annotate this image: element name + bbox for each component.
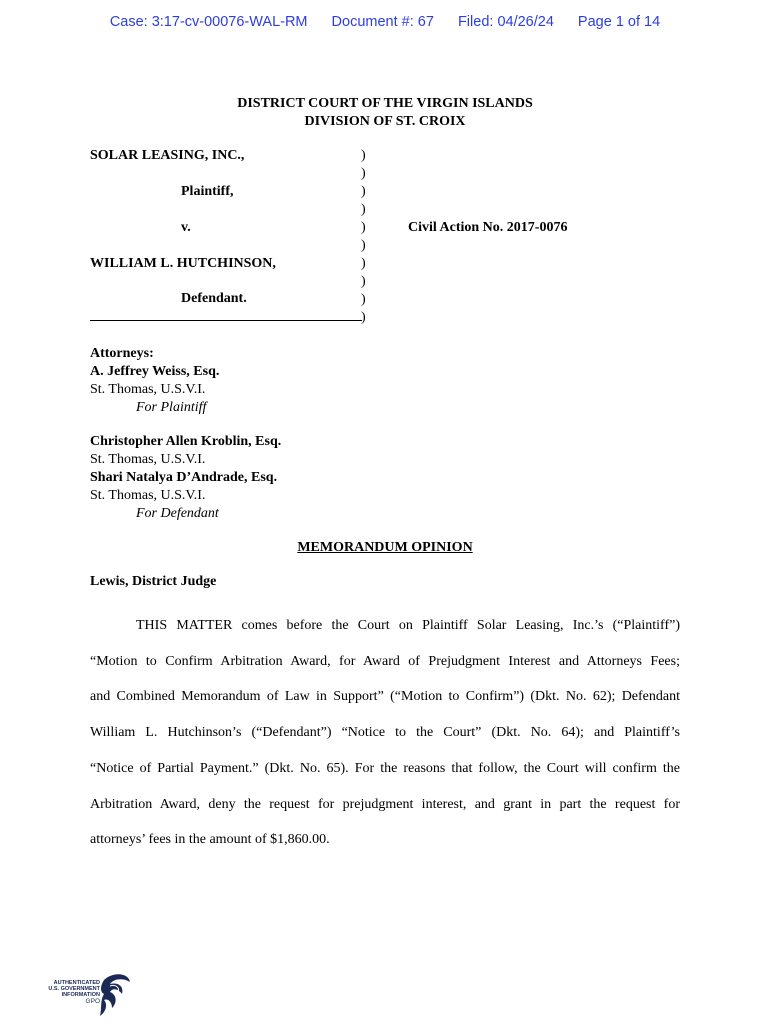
court-division: DIVISION OF ST. CROIX xyxy=(304,114,466,129)
caption-rule xyxy=(90,320,362,321)
page-indicator: Page 1 of 14 xyxy=(577,14,661,30)
paragraph-line: “Motion to Confirm Arbitration Award, for Award of Prejudgment Interest and Attorneys Fees; xyxy=(90,653,680,669)
paren: ) xyxy=(361,184,366,199)
memorandum-title: MEMORANDUM OPINION xyxy=(297,540,473,555)
paren: ) xyxy=(361,310,366,325)
ecf-header xyxy=(0,14,770,30)
defendant-counsel-2-location: St. Thomas, U.S.V.I. xyxy=(90,488,206,503)
seal-line-1: AUTHENTICATED xyxy=(53,980,100,986)
defendant-role: Defendant. xyxy=(181,291,247,306)
seal-line-2: U.S. GOVERNMENT xyxy=(48,986,100,992)
versus: v. xyxy=(181,220,191,235)
paren: ) xyxy=(361,292,366,307)
attorneys-defendant xyxy=(90,433,281,523)
defendant-for: For Defendant xyxy=(136,506,219,521)
caption-parentheses xyxy=(361,147,371,327)
filed-date: Filed: 04/26/24 xyxy=(457,14,554,30)
paren: ) xyxy=(361,256,366,271)
attorneys-plaintiff xyxy=(90,345,219,417)
eagle-icon xyxy=(98,972,132,1018)
plaintiff-for: For Plaintiff xyxy=(136,400,207,415)
plaintiff-role: Plaintiff, xyxy=(181,184,234,199)
case-number: Case: 3:17-cv-00076-WAL-RM xyxy=(109,14,308,30)
judge-name: Lewis, District Judge xyxy=(90,574,217,589)
paren: ) xyxy=(361,202,366,217)
paragraph-line: and Combined Memorandum of Law in Support” (“Motion to Confirm”) (Dkt. No. 62); Defendant xyxy=(90,689,680,705)
paragraph-line: “Notice of Partial Payment.” (Dkt. No. 65). For the reasons that follow, the Court will confirm the xyxy=(90,760,680,776)
plaintiff-name: SOLAR LEASING, INC., xyxy=(90,148,245,163)
plaintiff-counsel: A. Jeffrey Weiss, Esq. xyxy=(90,364,220,379)
court-name: DISTRICT COURT OF THE VIRGIN ISLANDS xyxy=(237,96,533,111)
attorneys-heading: Attorneys: xyxy=(90,346,154,361)
seal-line-3: INFORMATION xyxy=(61,992,100,998)
plaintiff-counsel-location: St. Thomas, U.S.V.I. xyxy=(90,382,206,397)
paren: ) xyxy=(361,166,366,181)
paragraph-line: William L. Hutchinson’s (“Defendant”) “Notice to the Court” (Dkt. No. 64); and Plaintiff’s xyxy=(90,725,680,741)
defendant-counsel-1: Christopher Allen Kroblin, Esq. xyxy=(90,434,282,449)
defendant-name: WILLIAM L. HUTCHINSON, xyxy=(90,256,276,271)
paragraph-line: Arbitration Award, deny the request for prejudgment interest, and grant in part the request for xyxy=(90,796,680,812)
paren: ) xyxy=(361,220,366,235)
paragraph-line: attorneys’ fees in the amount of $1,860.00. xyxy=(90,832,330,848)
court-heading xyxy=(0,95,770,131)
document-number: Document #: 67 xyxy=(331,14,434,30)
opinion-paragraph xyxy=(90,608,680,858)
gpo-authentication-seal xyxy=(44,972,134,1018)
seal-line-4: GPO xyxy=(85,998,100,1005)
paragraph-line: THIS MATTER comes before the Court on Plaintiff Solar Leasing, Inc.’s (“Plaintiff”) xyxy=(136,618,680,633)
civil-action-number: Civil Action No. 2017-0076 xyxy=(408,220,568,235)
paren: ) xyxy=(361,148,366,163)
defendant-counsel-2: Shari Natalya D’Andrade, Esq. xyxy=(90,470,278,485)
paren: ) xyxy=(361,274,366,289)
paren: ) xyxy=(361,238,366,253)
defendant-counsel-1-location: St. Thomas, U.S.V.I. xyxy=(90,452,206,467)
